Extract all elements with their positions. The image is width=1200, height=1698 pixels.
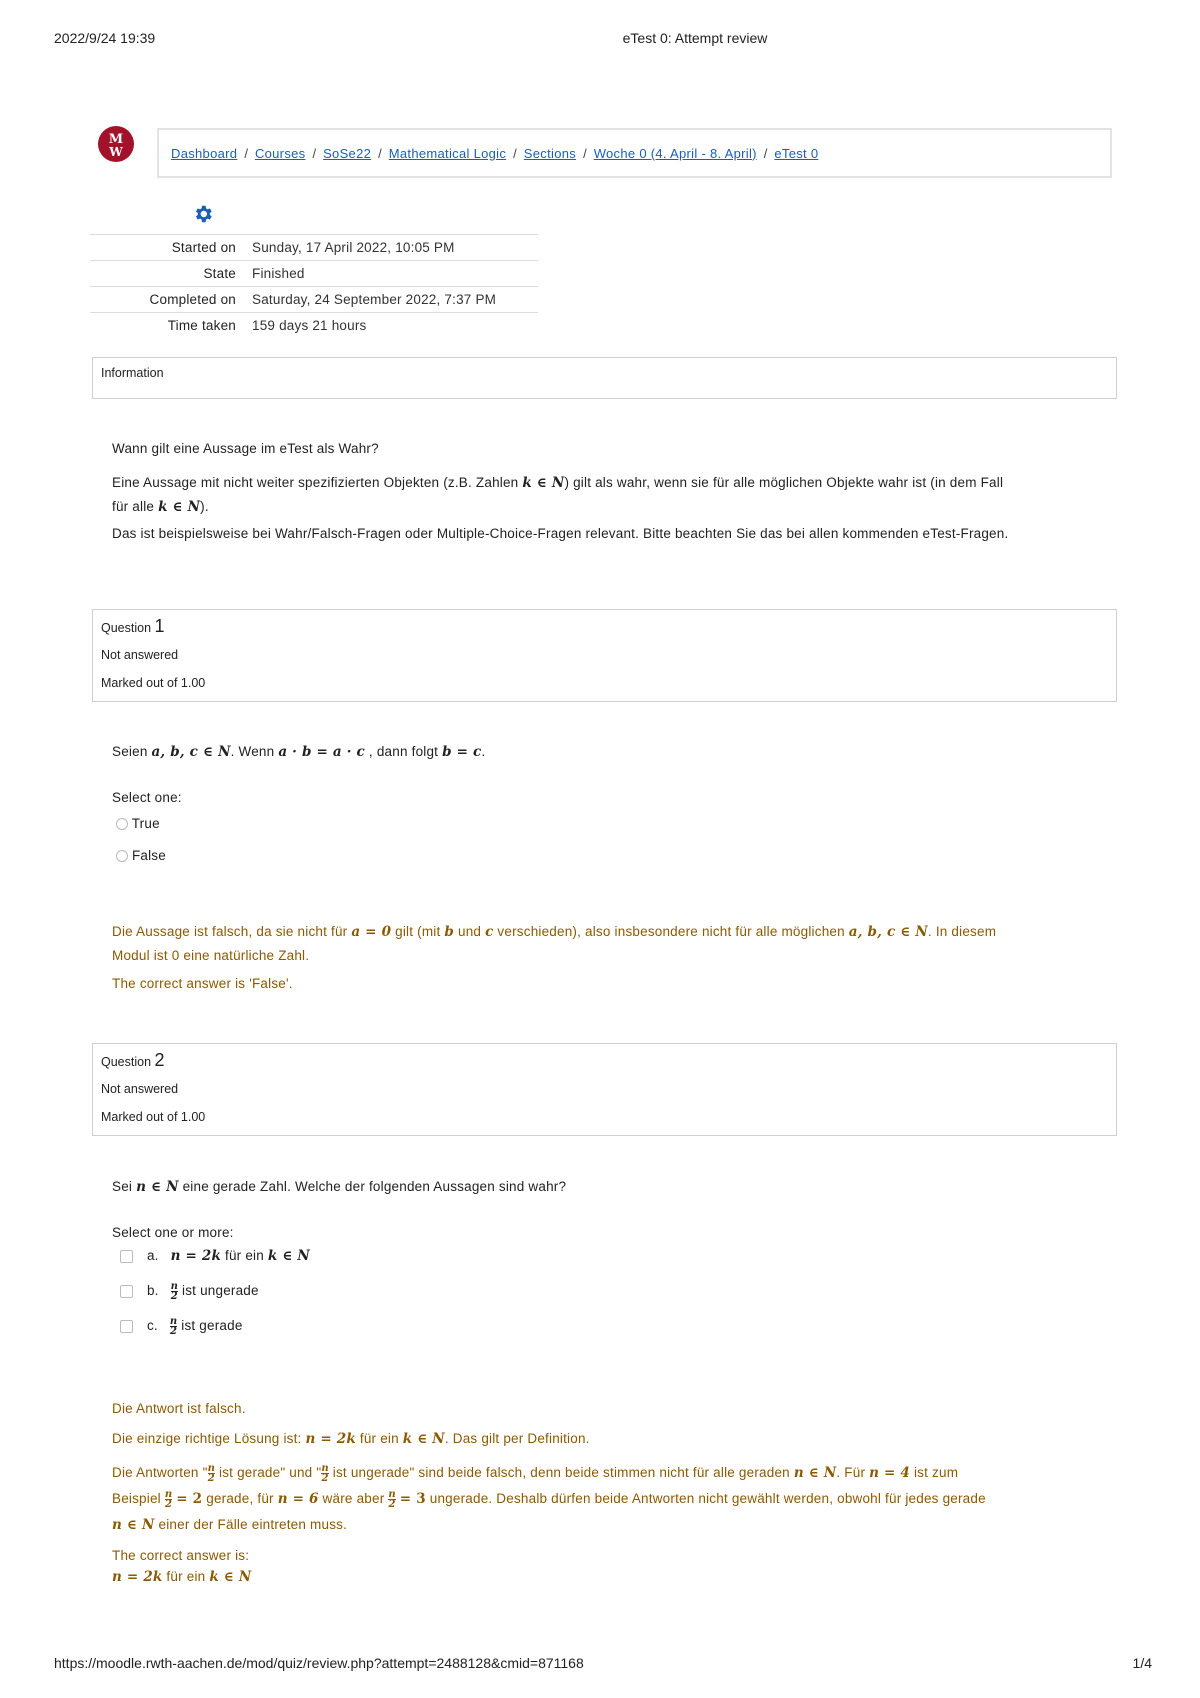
option-a[interactable]: a. n = 2k für ein k ∈ N — [120, 1248, 310, 1264]
breadcrumb: Dashboard / Courses / SoSe22 / Mathematical Logic / Sections / Woche 0 (4. April - 8. April) / eTest 0 — [157, 128, 1112, 178]
breadcrumb-sections[interactable]: Sections — [523, 145, 577, 161]
question-mark: Marked out of 1.00 — [101, 676, 206, 690]
summary-value: Sunday, 17 April 2022, 10:05 PM — [252, 235, 538, 261]
question-1-info: Question 1 Not answered Marked out of 1.00 — [92, 609, 1117, 702]
question-1-feedback: Die Aussage ist falsch, da sie nicht für a = 0 gilt (mit b und c verschieden), also insbesondere nicht für alle möglichen a, b, c ∈ N. In diesem Modul ist 0 eine natürliche Zahl. — [112, 924, 997, 963]
summary-row-time — [90, 313, 538, 339]
question-2-correct-answer: n = 2k für ein k ∈ N — [112, 1569, 252, 1585]
radio-true[interactable] — [116, 818, 128, 830]
question-1-correct: The correct answer is 'False'. — [112, 976, 293, 991]
svg-text:M: M — [108, 132, 124, 147]
summary-row-state — [90, 261, 538, 287]
summary-row-completed — [90, 287, 538, 313]
summary-value: 159 days 21 hours — [252, 313, 538, 339]
checkbox-b[interactable] — [120, 1285, 133, 1298]
radio-false[interactable] — [116, 850, 128, 862]
print-title: eTest 0: Attempt review — [622, 30, 768, 46]
breadcrumb-etest[interactable]: eTest 0 — [774, 145, 819, 161]
summary-row-started — [90, 235, 538, 261]
print-page-number: 1/4 — [1132, 1655, 1152, 1671]
question-2-feedback-verdict: Die Antwort ist falsch. — [112, 1401, 246, 1416]
print-datetime: 2022/9/24 19:39 — [54, 30, 156, 46]
option-false[interactable]: False — [116, 848, 166, 863]
information-question: Wann gilt eine Aussage im eTest als Wahr? — [112, 441, 379, 456]
information-text: Eine Aussage mit nicht weiter spezifizierten Objekten (z.B. Zahlen k ∈ N) gilt als wahr, wenn sie für alle möglichen Objekte wahr ist (in dem Fall für alle k ∈ N). — [112, 475, 1004, 515]
summary-label: State — [90, 261, 252, 287]
gear-icon[interactable] — [192, 203, 214, 230]
attempt-summary — [90, 234, 538, 338]
question-status: Not answered — [101, 1082, 179, 1096]
option-b[interactable]: b. $\frac{n}{2}$ ist ungerade — [120, 1282, 259, 1301]
summary-label: Started on — [90, 235, 252, 261]
select-one-label: Select one: — [112, 790, 182, 805]
summary-value: Saturday, 24 September 2022, 7:37 PM — [252, 287, 538, 313]
question-1-text: Seien a, b, c ∈ N. Wenn a · b = a · c , dann folgt b = c. — [112, 744, 486, 760]
breadcrumb-week[interactable]: Woche 0 (4. April - 8. April) — [593, 145, 757, 161]
question-2-feedback-explanation: Die Antworten " $\frac{n}{2}$ ist gerade" und " $\frac{n}{2}$ ist ungerade" sind beide falsch, denn beide stimmen nicht für alle geraden n ∈ N. Für n = 4 ist zum Beispiel $\frac{n}{2}$ = 2 gerade, für n = 6 wäre aber $\frac{n}{2}$ = 3 ungerade. Deshalb dürfen beide Antworten nicht gewählt werden, obwohl für jedes gerade n ∈ N einer der Fälle eintreten muss. — [112, 1462, 986, 1533]
summary-label: Time taken — [90, 313, 252, 339]
option-c[interactable]: c. $\frac{n}{2}$ ist gerade — [120, 1317, 243, 1336]
checkbox-c[interactable] — [120, 1320, 133, 1333]
breadcrumb-dashboard[interactable]: Dashboard — [171, 145, 238, 161]
question-number: 2 — [154, 1050, 165, 1070]
question-2-info: Question 2 Not answered Marked out of 1.00 — [92, 1043, 1117, 1136]
question-2-feedback-solution: Die einzige richtige Lösung ist: n = 2k für ein k ∈ N. Das gilt per Definition. — [112, 1431, 590, 1447]
print-url: https://moodle.rwth-aachen.de/mod/quiz/review.php?attempt=2488128&cmid=871168 — [54, 1655, 584, 1671]
breadcrumb-courses[interactable]: Courses — [254, 145, 306, 161]
breadcrumb-course[interactable]: Mathematical Logic — [388, 145, 507, 161]
information-label: Information — [101, 366, 164, 380]
question-2-correct-label: The correct answer is: — [112, 1548, 250, 1563]
information-header — [92, 357, 1117, 399]
breadcrumb-sose22[interactable]: SoSe22 — [323, 145, 372, 161]
option-true[interactable]: True — [116, 816, 160, 831]
summary-value: Finished — [252, 261, 538, 287]
select-more-label: Select one or more: — [112, 1225, 234, 1240]
question-number: 1 — [154, 616, 165, 636]
information-note: Das ist beispielsweise bei Wahr/Falsch-Fragen oder Multiple-Choice-Fragen relevant. Bitte beachten Sie das bei allen kommenden eTest-Fragen. — [112, 526, 1009, 541]
summary-label: Completed on — [90, 287, 252, 313]
svg-text:W: W — [109, 145, 123, 159]
question-2-text: Sei n ∈ N eine gerade Zahl. Welche der folgenden Aussagen sind wahr? — [112, 1179, 567, 1195]
checkbox-a[interactable] — [120, 1250, 133, 1263]
question-status: Not answered — [101, 648, 179, 662]
site-logo[interactable] — [96, 124, 136, 164]
question-mark: Marked out of 1.00 — [101, 1110, 206, 1124]
